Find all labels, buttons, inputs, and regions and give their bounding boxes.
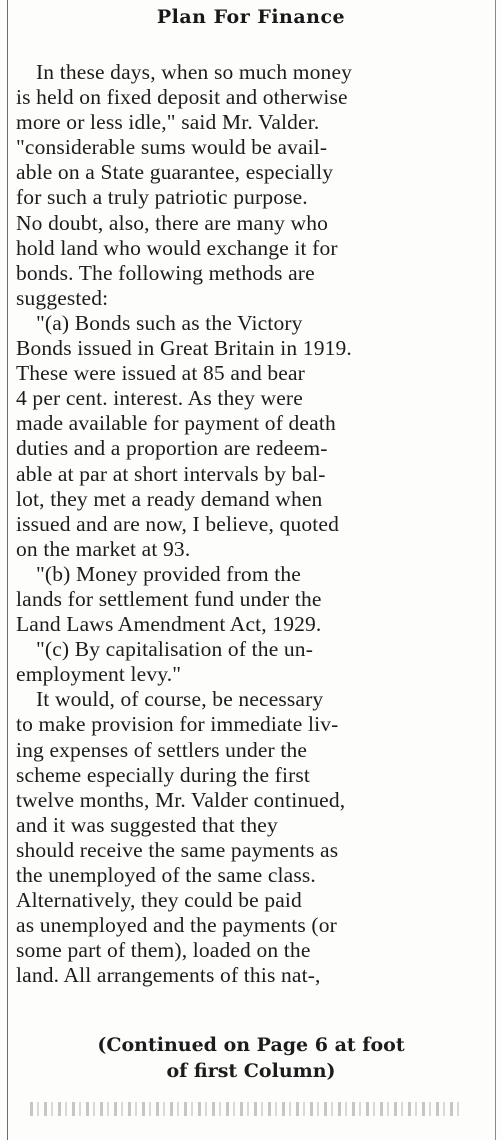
article-line: is held on fixed deposit and otherwise	[16, 85, 348, 110]
article-line: on the market at 93.	[16, 536, 191, 561]
article-line: the unemployed of the same class.	[16, 863, 316, 887]
article-line: 4 per cent. interest. As they were	[16, 386, 303, 411]
article-line: lands for settlement fund under the	[16, 586, 322, 611]
article-line: and it was suggested that they	[16, 812, 278, 837]
article-line: employment levy."	[16, 662, 182, 687]
article-line: lot, they met a ready demand when	[16, 486, 323, 511]
article-line: It would, of course, be necessary	[36, 687, 324, 712]
article-line: Alternatively, they could be paid	[16, 888, 302, 913]
article-line: Land Laws Amendment Act, 1929.	[16, 612, 322, 637]
article-line: more or less idle," said Mr. Valder.	[16, 110, 320, 135]
article-heading: Plan For Finance	[156, 6, 346, 28]
article-line: Bonds issued in Great Britain in 1919.	[16, 336, 352, 361]
article-line: These were issued at 85 and bear	[16, 361, 305, 386]
article-line: In these days, when so much money	[36, 60, 353, 84]
article-line: "(c) By capitalisation of the un-	[36, 637, 314, 662]
article-line: duties and a proportion are redeem-	[16, 436, 328, 461]
article-line: twelve months, Mr. Valder continued,	[16, 787, 346, 812]
article-line: issued and are now, I believe, quoted	[16, 511, 339, 536]
article-line: "(b) Money provided from the	[36, 561, 301, 586]
article-line: "(a) Bonds such as the Victory	[36, 310, 303, 335]
article-line: scheme especially during the first	[16, 762, 311, 787]
column-rule-right	[495, 0, 496, 1140]
article-line: some part of them), loaded on the	[16, 938, 311, 963]
continued-notice-line2: of first Column)	[166, 1060, 336, 1082]
article-line: to make provision for immediate liv-	[16, 712, 339, 737]
article-line: land. All arrangements of this nat-,	[16, 963, 321, 988]
article-body	[16, 60, 448, 988]
article-line: should receive the same payments as	[16, 837, 339, 862]
article-line: hold land who would exchange it for	[16, 235, 338, 260]
article-line: able at par at short intervals by bal-	[16, 461, 326, 486]
print-smudge	[30, 1102, 460, 1116]
article-line: bonds. The following methods are	[16, 260, 315, 285]
article-line: ing expenses of settlers under the	[16, 737, 308, 762]
article-line: made available for payment of death	[16, 411, 336, 436]
article-line: able on a State guarantee, especially	[16, 160, 334, 185]
article-line: "considerable sums would be avail-	[16, 135, 328, 160]
column-rule-left	[7, 0, 8, 1140]
article-line: for such a truly patriotic purpose.	[16, 185, 308, 210]
article-line: as unemployed and the payments (or	[16, 913, 337, 938]
article-line: No doubt, also, there are many who	[16, 210, 328, 235]
continued-notice-line1: (Continued on Page 6 at foot	[97, 1034, 405, 1056]
article-line: suggested:	[16, 285, 109, 310]
